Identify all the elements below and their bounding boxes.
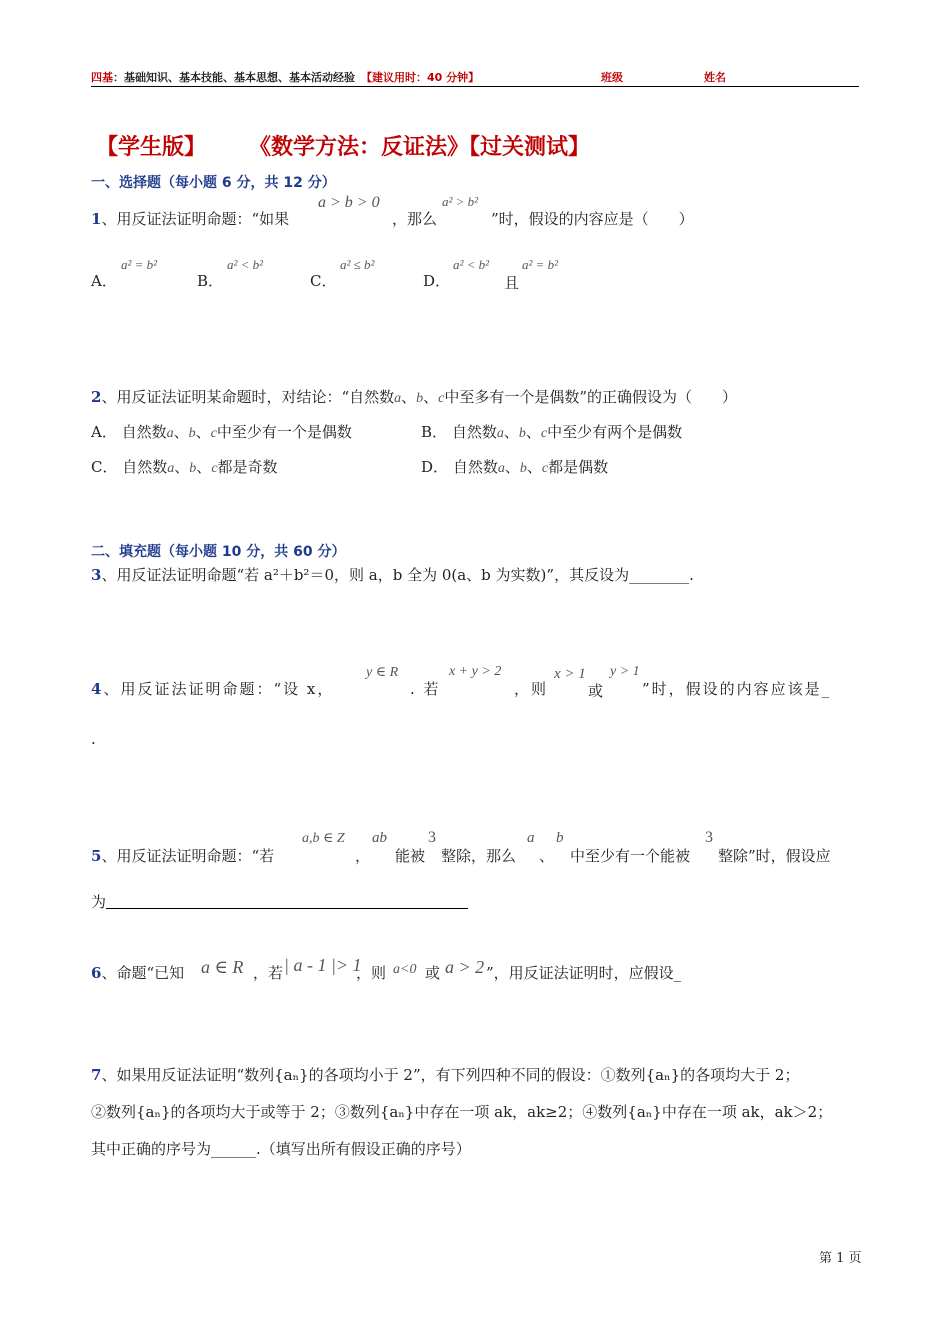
question-text: 整除，那么 <box>441 847 517 865</box>
math-a-gt-2: a > 2 <box>445 957 485 977</box>
question-or: 或 <box>425 964 441 982</box>
q2-option-a <box>91 421 352 442</box>
option-d-expr2: a² = b² <box>522 257 559 272</box>
question-number: 4 <box>91 680 104 698</box>
option-text: 自然数 <box>121 423 167 441</box>
option-text: 中至少有两个是偶数 <box>547 423 683 441</box>
question-comma: ， <box>355 847 371 865</box>
option-a-label: A． <box>91 272 117 290</box>
question-2 <box>91 386 737 407</box>
title-name: 《数学方法：反证法》【过关测试】 <box>260 135 591 160</box>
question-number: 2 <box>91 388 102 406</box>
option-a-expr: a² = b² <box>121 257 158 272</box>
q2-option-c <box>91 456 278 477</box>
question-text: 中至少有一个能被 <box>570 847 691 865</box>
q2-option-d <box>421 456 608 477</box>
var-a: a <box>497 461 505 476</box>
option-text: 都是奇数 <box>217 458 278 476</box>
header-prefix: 四基 <box>91 71 113 84</box>
question-4-dot: . <box>91 730 96 748</box>
edition-label: 【学生版】 <box>96 135 207 160</box>
question-text: ，则 <box>356 964 387 982</box>
separator: 、 <box>504 458 520 476</box>
var-c: c <box>211 461 218 476</box>
var-a: a <box>166 426 174 441</box>
question-text: 、用反证法证明命题：“若 <box>101 847 275 865</box>
option-b-label: B． <box>197 272 224 290</box>
var-a: a <box>394 391 402 406</box>
question-text: 、用反证法证明命题“若 a²＋b²＝0，则 a，b 全为 0(a、b 为实数)”，其反设为________. <box>101 566 694 584</box>
math-ab: ab <box>372 830 387 846</box>
option-d-and: 且 <box>504 274 520 292</box>
question-7-line2: ②数列{aₙ}的各项均大于或等于 2；③数列{aₙ}中存在一项 ak，ak≥2；④数列{aₙ}中存在一项 ak，ak＞2； <box>91 1103 833 1121</box>
var-b: b <box>518 426 526 441</box>
question-number: 1 <box>91 210 102 228</box>
question-text: ，则 <box>514 680 549 698</box>
section-1-heading: 一、选择题（每小题 6 分，共 12 分） <box>91 175 336 191</box>
math-b: b <box>556 830 564 846</box>
page-title <box>96 130 590 161</box>
question-4 <box>91 678 334 699</box>
option-text: 自然数 <box>452 458 498 476</box>
question-text: 能被 <box>395 847 426 865</box>
question-text: ”，用反证法证明时，应假设_ <box>486 964 682 982</box>
option-d-expr1: a² < b² <box>453 257 490 272</box>
question-text: ，若 <box>253 964 284 982</box>
question-6 <box>91 962 184 983</box>
math-x-plus-y: x + y > 2 <box>449 664 502 679</box>
separator: 、 <box>173 423 189 441</box>
option-text: 都是偶数 <box>548 458 609 476</box>
q2-option-b <box>421 421 682 442</box>
option-text: 自然数 <box>122 458 168 476</box>
option-label: C． <box>91 458 118 476</box>
math-a-lt-0: a<0 <box>393 962 417 977</box>
question-text: 、如果用反证法证明“数列{aₙ}的各项均小于 2”，有下列四种不同的假设：①数列{aₙ}的各项均大于 2； <box>101 1066 800 1084</box>
question-text: ”时，假设的内容应是（ ） <box>491 210 694 228</box>
separator: 、 <box>539 847 555 865</box>
math-three: 3 <box>428 829 436 846</box>
header-rule <box>91 86 859 87</box>
var-c: c <box>438 391 445 406</box>
class-label: 班级 <box>601 71 623 84</box>
option-text: 自然数 <box>451 423 497 441</box>
separator: 、 <box>526 458 542 476</box>
question-or: 或 <box>588 682 604 700</box>
separator: 、 <box>503 423 519 441</box>
separator: 、 <box>525 423 541 441</box>
separator: 、 <box>423 388 439 406</box>
question-5-line2: 为 <box>91 893 107 911</box>
header-time-hint: 【建议用时：40 分钟】 <box>361 71 480 84</box>
question-5 <box>91 845 274 866</box>
math-a: a <box>527 830 535 846</box>
option-label: B． <box>421 423 448 441</box>
math-conclusion: a² > b² <box>442 194 479 209</box>
question-text: 、用反证法证明命题：“如果 <box>101 210 290 228</box>
var-b: b <box>416 391 424 406</box>
math-three: 3 <box>705 829 713 846</box>
question-1 <box>91 208 289 229</box>
page-number: 第 1 页 <box>819 1251 862 1266</box>
option-b-expr: a² < b² <box>227 257 264 272</box>
question-7 <box>91 1064 799 1085</box>
math-a-in-r: a ∈ R <box>201 957 244 977</box>
option-c-expr: a² ≤ b² <box>340 257 375 272</box>
option-label: D． <box>421 458 449 476</box>
option-label: A． <box>91 423 117 441</box>
var-b: b <box>519 461 527 476</box>
answer-blank <box>106 908 468 909</box>
math-condition: a > b > 0 <box>318 194 380 211</box>
section-2-heading: 二、填充题（每小题 10 分，共 60 分） <box>91 544 346 560</box>
header-bar <box>91 69 479 85</box>
option-text: 中至少有一个是偶数 <box>216 423 352 441</box>
question-text: ，那么 <box>392 210 438 228</box>
question-number: 7 <box>91 1066 102 1084</box>
separator: 、 <box>195 423 211 441</box>
header-text: ：基础知识、基本技能、基本思想、基本活动经验 <box>113 71 355 84</box>
var-b: b <box>188 426 196 441</box>
math-y-gt-1: y > 1 <box>610 664 640 679</box>
math-abs-condition: | a - 1 |> 1 <box>284 955 362 975</box>
question-3 <box>91 564 694 585</box>
var-b: b <box>189 461 197 476</box>
separator: 、 <box>401 388 417 406</box>
question-text: ”时，假设的内容应该是_ <box>642 680 832 698</box>
separator: 、 <box>174 458 190 476</box>
var-c: c <box>210 426 217 441</box>
var-c: c <box>541 461 549 476</box>
question-number: 5 <box>91 847 102 865</box>
separator: 、 <box>196 458 212 476</box>
question-7-line3: 其中正确的序号为______.（填写出所有假设正确的序号） <box>91 1140 471 1158</box>
option-d-label: D． <box>423 272 451 290</box>
question-text: 整除”时，假设应 <box>718 847 831 865</box>
var-c: c <box>540 426 548 441</box>
option-c-label: C． <box>310 272 337 290</box>
math-x-gt-1: x > 1 <box>554 666 586 682</box>
question-text: 、命题“已知 <box>101 964 185 982</box>
question-text: 、用反证法证明某命题时，对结论：“自然数 <box>101 388 395 406</box>
question-number: 6 <box>91 964 102 982</box>
question-text: 中至多有一个是偶数”的正确假设为（ ） <box>444 388 738 406</box>
var-a: a <box>496 426 504 441</box>
math-y-in-r: y ∈ R <box>366 665 399 680</box>
question-text: . 若 <box>410 680 441 698</box>
var-a: a <box>167 461 175 476</box>
question-text: 、用反证法证明命题：“设 x， <box>103 680 335 698</box>
question-number: 3 <box>91 566 102 584</box>
name-label: 姓名 <box>704 71 726 84</box>
math-ab-in-z: a,b ∈ Z <box>302 831 345 846</box>
